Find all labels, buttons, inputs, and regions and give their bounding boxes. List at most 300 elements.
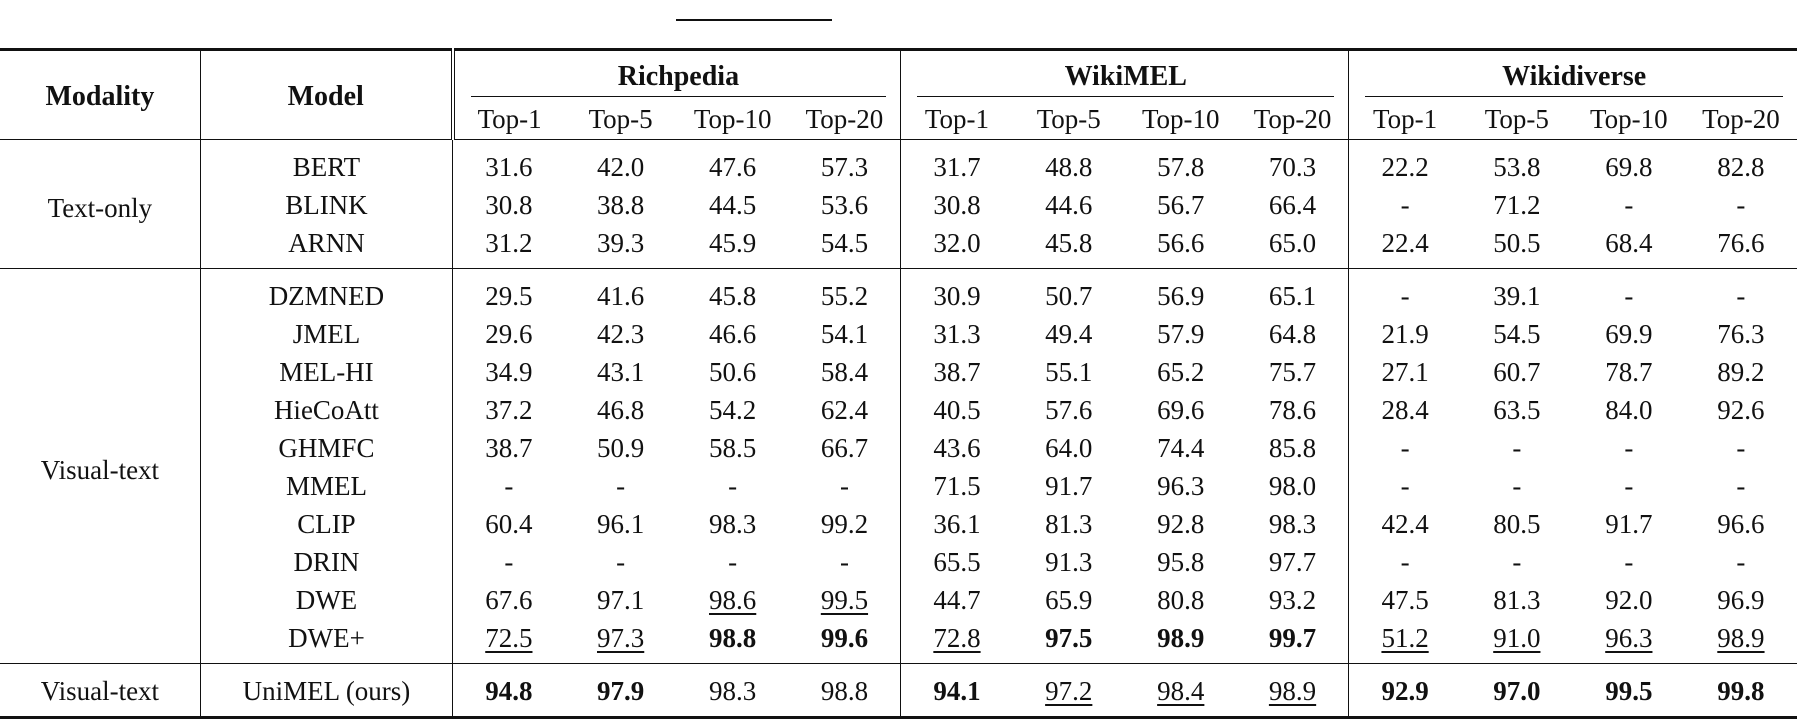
value-text: - bbox=[1624, 281, 1634, 311]
header-group-richpedia bbox=[453, 50, 901, 100]
header-metric: Top-10 bbox=[693, 104, 772, 134]
value-text: 71.5 bbox=[933, 471, 981, 501]
value-text: 45.8 bbox=[1045, 228, 1093, 258]
header-group-wikimel bbox=[901, 50, 1349, 100]
value-cell bbox=[677, 505, 789, 543]
value-text: 65.9 bbox=[1045, 585, 1093, 615]
value-text: 65.5 bbox=[933, 547, 981, 577]
value-cell bbox=[1685, 619, 1797, 664]
value-cell bbox=[453, 543, 565, 581]
value-text: 58.5 bbox=[709, 433, 757, 463]
value-text: 92.9 bbox=[1381, 676, 1429, 706]
value-text: 64.8 bbox=[1268, 319, 1317, 349]
value-cell bbox=[1573, 543, 1685, 581]
value-text: 38.7 bbox=[933, 357, 981, 387]
value-text: 91.7 bbox=[1045, 471, 1093, 501]
value-cell bbox=[453, 224, 565, 269]
value-cell bbox=[677, 429, 789, 467]
value-text: - bbox=[504, 471, 514, 501]
model-cell: MEL-HI bbox=[200, 353, 452, 391]
value-cell bbox=[1461, 664, 1573, 718]
value-cell bbox=[565, 581, 677, 619]
value-cell bbox=[453, 186, 565, 224]
value-text: 50.7 bbox=[1045, 281, 1093, 311]
value-text: 89.2 bbox=[1717, 357, 1765, 387]
value-text: 68.4 bbox=[1605, 228, 1653, 258]
value-cell bbox=[1461, 619, 1573, 664]
value-cell bbox=[453, 619, 565, 664]
header-group-wikidiverse bbox=[1349, 50, 1797, 100]
model-cell: JMEL bbox=[200, 315, 452, 353]
value-text: - bbox=[504, 547, 514, 577]
header-model: Model bbox=[200, 50, 452, 140]
value-text: 64.0 bbox=[1045, 433, 1093, 463]
value-text: - bbox=[1400, 547, 1410, 577]
header-metric: Top-20 bbox=[1253, 104, 1332, 134]
table-header bbox=[0, 50, 1797, 140]
value-text: 39.3 bbox=[597, 228, 645, 258]
value-cell bbox=[901, 581, 1013, 619]
value-cell bbox=[1125, 140, 1237, 187]
value-cell bbox=[1349, 467, 1461, 505]
value-text: 69.6 bbox=[1157, 395, 1205, 425]
value-cell bbox=[1685, 353, 1797, 391]
modality-cell: Visual-text bbox=[0, 664, 200, 718]
value-text: 57.6 bbox=[1045, 395, 1093, 425]
results-table bbox=[0, 48, 1797, 719]
value-cell bbox=[1237, 505, 1349, 543]
value-text: 69.9 bbox=[1605, 319, 1653, 349]
value-text: 41.6 bbox=[597, 281, 645, 311]
value-text: 60.4 bbox=[485, 509, 533, 539]
value-text: 96.1 bbox=[597, 509, 645, 539]
value-cell bbox=[1685, 664, 1797, 718]
table-row bbox=[0, 543, 1797, 581]
value-cell bbox=[789, 353, 901, 391]
value-cell bbox=[789, 186, 901, 224]
value-text: 63.5 bbox=[1493, 395, 1541, 425]
value-text: 50.5 bbox=[1493, 228, 1541, 258]
value-cell bbox=[677, 315, 789, 353]
value-cell bbox=[453, 353, 565, 391]
value-text: 37.2 bbox=[485, 395, 533, 425]
value-cell bbox=[1013, 315, 1125, 353]
value-text: 43.1 bbox=[597, 357, 645, 387]
value-text: 47.6 bbox=[709, 152, 757, 182]
model-cell: DWE+ bbox=[200, 619, 452, 664]
value-cell bbox=[1461, 467, 1573, 505]
value-text: 67.6 bbox=[485, 585, 533, 615]
table-row bbox=[0, 505, 1797, 543]
value-cell bbox=[901, 186, 1013, 224]
value-cell bbox=[565, 353, 677, 391]
model-cell: CLIP bbox=[200, 505, 452, 543]
value-cell bbox=[1461, 543, 1573, 581]
value-text: 97.5 bbox=[1045, 623, 1093, 653]
value-text: 38.8 bbox=[597, 190, 645, 220]
value-cell bbox=[1685, 391, 1797, 429]
value-cell bbox=[1685, 140, 1797, 187]
value-text: 40.5 bbox=[933, 395, 981, 425]
value-cell bbox=[677, 581, 789, 619]
value-text: 97.9 bbox=[597, 676, 645, 706]
value-text: 92.8 bbox=[1157, 509, 1205, 539]
value-cell bbox=[1125, 353, 1237, 391]
value-text: 96.3 bbox=[1157, 471, 1205, 501]
value-text: 45.8 bbox=[709, 281, 757, 311]
value-cell bbox=[789, 543, 901, 581]
value-cell bbox=[565, 505, 677, 543]
value-cell bbox=[1349, 429, 1461, 467]
value-cell bbox=[1685, 269, 1797, 316]
value-cell bbox=[1349, 505, 1461, 543]
value-text: 98.8 bbox=[709, 623, 757, 653]
value-text: 31.3 bbox=[933, 319, 981, 349]
value-cell bbox=[1237, 269, 1349, 316]
value-text: 21.9 bbox=[1381, 319, 1429, 349]
value-text: 72.8 bbox=[933, 623, 981, 653]
value-cell bbox=[565, 224, 677, 269]
value-cell bbox=[1125, 224, 1237, 269]
value-cell bbox=[1573, 140, 1685, 187]
value-cell bbox=[1461, 186, 1573, 224]
value-cell bbox=[453, 269, 565, 316]
value-cell bbox=[789, 619, 901, 664]
value-cell bbox=[1573, 391, 1685, 429]
table-row bbox=[0, 353, 1797, 391]
value-text: 56.6 bbox=[1157, 228, 1205, 258]
value-cell bbox=[565, 429, 677, 467]
value-text: 78.6 bbox=[1268, 395, 1317, 425]
value-cell bbox=[789, 581, 901, 619]
value-text: 99.8 bbox=[1717, 676, 1765, 706]
value-cell bbox=[789, 224, 901, 269]
value-text: 71.2 bbox=[1493, 190, 1541, 220]
table-row bbox=[0, 581, 1797, 619]
value-text: 46.8 bbox=[597, 395, 645, 425]
header-metric: Top-5 bbox=[588, 104, 653, 134]
value-cell bbox=[1013, 140, 1125, 187]
value-text: - bbox=[1736, 190, 1746, 220]
value-cell bbox=[1125, 315, 1237, 353]
value-cell bbox=[1013, 429, 1125, 467]
value-cell bbox=[677, 391, 789, 429]
caption-underline bbox=[676, 19, 832, 21]
value-text: 42.3 bbox=[597, 319, 645, 349]
value-text: - bbox=[1736, 281, 1746, 311]
value-text: 76.6 bbox=[1717, 228, 1765, 258]
value-cell bbox=[453, 467, 565, 505]
value-text: 84.0 bbox=[1605, 395, 1653, 425]
value-text: 62.4 bbox=[820, 395, 869, 425]
value-text: 69.8 bbox=[1605, 152, 1653, 182]
table-body bbox=[0, 140, 1797, 718]
value-cell bbox=[1573, 467, 1685, 505]
value-cell bbox=[565, 269, 677, 316]
value-text: - bbox=[839, 547, 849, 577]
value-text: - bbox=[1736, 433, 1746, 463]
value-cell bbox=[1349, 224, 1461, 269]
value-text: 22.4 bbox=[1381, 228, 1429, 258]
value-text: 92.6 bbox=[1717, 395, 1765, 425]
value-cell bbox=[677, 543, 789, 581]
value-cell bbox=[453, 315, 565, 353]
header-metric: Top-20 bbox=[1702, 104, 1780, 134]
table-row bbox=[0, 315, 1797, 353]
value-cell bbox=[1349, 664, 1461, 718]
value-cell bbox=[565, 186, 677, 224]
value-cell bbox=[789, 140, 901, 187]
value-cell bbox=[1237, 581, 1349, 619]
value-cell bbox=[901, 269, 1013, 316]
value-cell bbox=[1685, 467, 1797, 505]
value-text: 56.9 bbox=[1157, 281, 1205, 311]
value-cell bbox=[901, 224, 1013, 269]
value-text: - bbox=[1624, 433, 1634, 463]
value-text: 96.9 bbox=[1717, 585, 1765, 615]
value-text: 98.8 bbox=[820, 676, 869, 706]
value-cell bbox=[1461, 391, 1573, 429]
value-cell bbox=[1685, 224, 1797, 269]
value-cell bbox=[1349, 315, 1461, 353]
group-label: Wikidiverse bbox=[1365, 58, 1783, 97]
value-text: 91.3 bbox=[1045, 547, 1093, 577]
value-text: 82.8 bbox=[1717, 152, 1765, 182]
value-cell bbox=[901, 543, 1013, 581]
value-text: 97.1 bbox=[597, 585, 645, 615]
value-cell bbox=[1349, 140, 1461, 187]
value-text: 32.0 bbox=[933, 228, 981, 258]
value-cell bbox=[1349, 581, 1461, 619]
value-text: 98.9 bbox=[1268, 676, 1317, 706]
value-text: 29.6 bbox=[485, 319, 533, 349]
value-cell bbox=[677, 353, 789, 391]
table-row bbox=[0, 619, 1797, 664]
value-cell bbox=[677, 467, 789, 505]
value-text: - bbox=[1624, 190, 1634, 220]
value-cell bbox=[901, 619, 1013, 664]
value-text: 54.5 bbox=[820, 228, 869, 258]
value-text: - bbox=[1400, 471, 1410, 501]
value-cell bbox=[901, 391, 1013, 429]
value-text: 65.0 bbox=[1268, 228, 1317, 258]
value-cell bbox=[565, 315, 677, 353]
value-cell bbox=[1237, 186, 1349, 224]
value-cell bbox=[1349, 269, 1461, 316]
value-cell bbox=[565, 543, 677, 581]
value-cell bbox=[1573, 353, 1685, 391]
value-text: 44.5 bbox=[709, 190, 757, 220]
value-cell bbox=[1237, 467, 1349, 505]
value-text: 99.5 bbox=[820, 585, 869, 615]
value-text: 57.8 bbox=[1157, 152, 1205, 182]
value-cell bbox=[1461, 315, 1573, 353]
value-text: 31.2 bbox=[485, 228, 533, 258]
header-modality: Modality bbox=[0, 50, 200, 140]
value-text: 55.1 bbox=[1045, 357, 1093, 387]
value-text: - bbox=[616, 547, 626, 577]
value-cell bbox=[1125, 581, 1237, 619]
value-cell bbox=[901, 429, 1013, 467]
model-cell: UniMEL (ours) bbox=[200, 664, 452, 718]
value-text: - bbox=[1400, 281, 1410, 311]
value-cell bbox=[1685, 581, 1797, 619]
value-cell bbox=[1349, 619, 1461, 664]
value-cell bbox=[1573, 429, 1685, 467]
value-text: 97.3 bbox=[597, 623, 645, 653]
model-cell: DRIN bbox=[200, 543, 452, 581]
value-text: 55.2 bbox=[820, 281, 869, 311]
value-text: 98.9 bbox=[1717, 623, 1765, 653]
value-cell bbox=[1461, 224, 1573, 269]
value-text: 70.3 bbox=[1268, 152, 1317, 182]
model-cell: DZMNED bbox=[200, 269, 452, 316]
value-text: 97.2 bbox=[1045, 676, 1093, 706]
value-cell bbox=[565, 619, 677, 664]
table-row bbox=[0, 140, 1797, 187]
table-row bbox=[0, 429, 1797, 467]
value-cell bbox=[565, 140, 677, 187]
header-metric: Top-10 bbox=[1590, 104, 1668, 134]
value-text: 91.0 bbox=[1493, 623, 1541, 653]
value-text: 98.3 bbox=[1268, 509, 1317, 539]
value-text: 93.2 bbox=[1268, 585, 1317, 615]
value-cell bbox=[1573, 269, 1685, 316]
value-cell bbox=[1573, 619, 1685, 664]
value-text: 99.7 bbox=[1268, 623, 1317, 653]
value-cell bbox=[1125, 429, 1237, 467]
value-text: 30.8 bbox=[485, 190, 533, 220]
group-label: Richpedia bbox=[471, 58, 887, 97]
value-cell bbox=[1237, 664, 1349, 718]
value-text: 78.7 bbox=[1605, 357, 1653, 387]
value-cell bbox=[1573, 315, 1685, 353]
value-text: 54.5 bbox=[1493, 319, 1541, 349]
value-cell bbox=[1461, 429, 1573, 467]
header-metric: Top-20 bbox=[805, 104, 884, 134]
model-cell: BERT bbox=[200, 140, 452, 187]
value-text: 74.4 bbox=[1157, 433, 1205, 463]
value-text: 80.5 bbox=[1493, 509, 1541, 539]
value-text: 34.9 bbox=[485, 357, 533, 387]
value-cell bbox=[1685, 543, 1797, 581]
value-text: 30.9 bbox=[933, 281, 981, 311]
model-cell: HieCoAtt bbox=[200, 391, 452, 429]
value-cell bbox=[901, 505, 1013, 543]
value-text: 94.1 bbox=[933, 676, 981, 706]
results-table-container bbox=[0, 48, 1797, 719]
value-cell bbox=[1125, 186, 1237, 224]
value-cell bbox=[901, 353, 1013, 391]
table-row bbox=[0, 467, 1797, 505]
value-text: - bbox=[616, 471, 626, 501]
model-cell: MMEL bbox=[200, 467, 452, 505]
value-cell bbox=[1125, 391, 1237, 429]
value-text: 99.2 bbox=[820, 509, 869, 539]
value-cell bbox=[565, 467, 677, 505]
modality-cell: Text-only bbox=[0, 140, 200, 269]
value-text: - bbox=[1400, 190, 1410, 220]
value-text: 76.3 bbox=[1717, 319, 1765, 349]
header-metric: Top-10 bbox=[1141, 104, 1220, 134]
value-text: 75.7 bbox=[1268, 357, 1317, 387]
value-cell bbox=[1685, 315, 1797, 353]
value-cell bbox=[1237, 315, 1349, 353]
value-cell bbox=[1125, 269, 1237, 316]
header-metric: Top-1 bbox=[1349, 99, 1461, 140]
value-text: 95.8 bbox=[1157, 547, 1205, 577]
value-cell bbox=[789, 467, 901, 505]
value-cell bbox=[1349, 543, 1461, 581]
value-text: 57.9 bbox=[1157, 319, 1205, 349]
value-text: 98.0 bbox=[1268, 471, 1317, 501]
value-cell bbox=[789, 429, 901, 467]
table-row bbox=[0, 664, 1797, 718]
value-cell bbox=[1125, 505, 1237, 543]
value-cell bbox=[453, 581, 565, 619]
value-cell bbox=[677, 140, 789, 187]
value-cell bbox=[1013, 581, 1125, 619]
value-text: 53.8 bbox=[1493, 152, 1541, 182]
value-text: - bbox=[1736, 547, 1746, 577]
value-text: 99.5 bbox=[1605, 676, 1653, 706]
value-text: 57.3 bbox=[820, 152, 869, 182]
value-cell bbox=[1573, 581, 1685, 619]
value-text: 98.6 bbox=[709, 585, 757, 615]
value-cell bbox=[1461, 505, 1573, 543]
value-text: 54.1 bbox=[820, 319, 869, 349]
group-label: WikiMEL bbox=[917, 58, 1334, 97]
model-cell: ARNN bbox=[200, 224, 452, 269]
value-text: - bbox=[1512, 433, 1522, 463]
value-text: 42.4 bbox=[1381, 509, 1429, 539]
value-cell bbox=[453, 664, 565, 718]
value-cell bbox=[1013, 269, 1125, 316]
value-text: 44.6 bbox=[1045, 190, 1093, 220]
value-cell bbox=[1013, 505, 1125, 543]
value-cell bbox=[453, 391, 565, 429]
value-cell bbox=[901, 467, 1013, 505]
value-text: 47.5 bbox=[1381, 585, 1429, 615]
value-text: 60.7 bbox=[1493, 357, 1541, 387]
value-cell bbox=[1125, 664, 1237, 718]
value-text: 51.2 bbox=[1381, 623, 1429, 653]
value-text: 53.6 bbox=[820, 190, 869, 220]
value-cell bbox=[1349, 186, 1461, 224]
table-row bbox=[0, 391, 1797, 429]
value-text: - bbox=[839, 471, 849, 501]
header-metric: Top-5 bbox=[1484, 104, 1549, 134]
value-cell bbox=[1013, 467, 1125, 505]
value-text: 99.6 bbox=[820, 623, 869, 653]
value-text: 58.4 bbox=[820, 357, 869, 387]
value-text: 96.6 bbox=[1717, 509, 1765, 539]
value-text: 46.6 bbox=[709, 319, 757, 349]
value-text: 98.3 bbox=[709, 509, 757, 539]
value-text: 85.8 bbox=[1268, 433, 1317, 463]
value-text: - bbox=[728, 547, 738, 577]
value-cell bbox=[565, 664, 677, 718]
value-text: 72.5 bbox=[485, 623, 533, 653]
value-cell bbox=[901, 315, 1013, 353]
value-cell bbox=[1685, 429, 1797, 467]
value-cell bbox=[677, 186, 789, 224]
value-cell bbox=[789, 664, 901, 718]
value-cell bbox=[1685, 186, 1797, 224]
value-cell bbox=[901, 664, 1013, 718]
value-cell bbox=[1125, 467, 1237, 505]
value-cell bbox=[789, 269, 901, 316]
